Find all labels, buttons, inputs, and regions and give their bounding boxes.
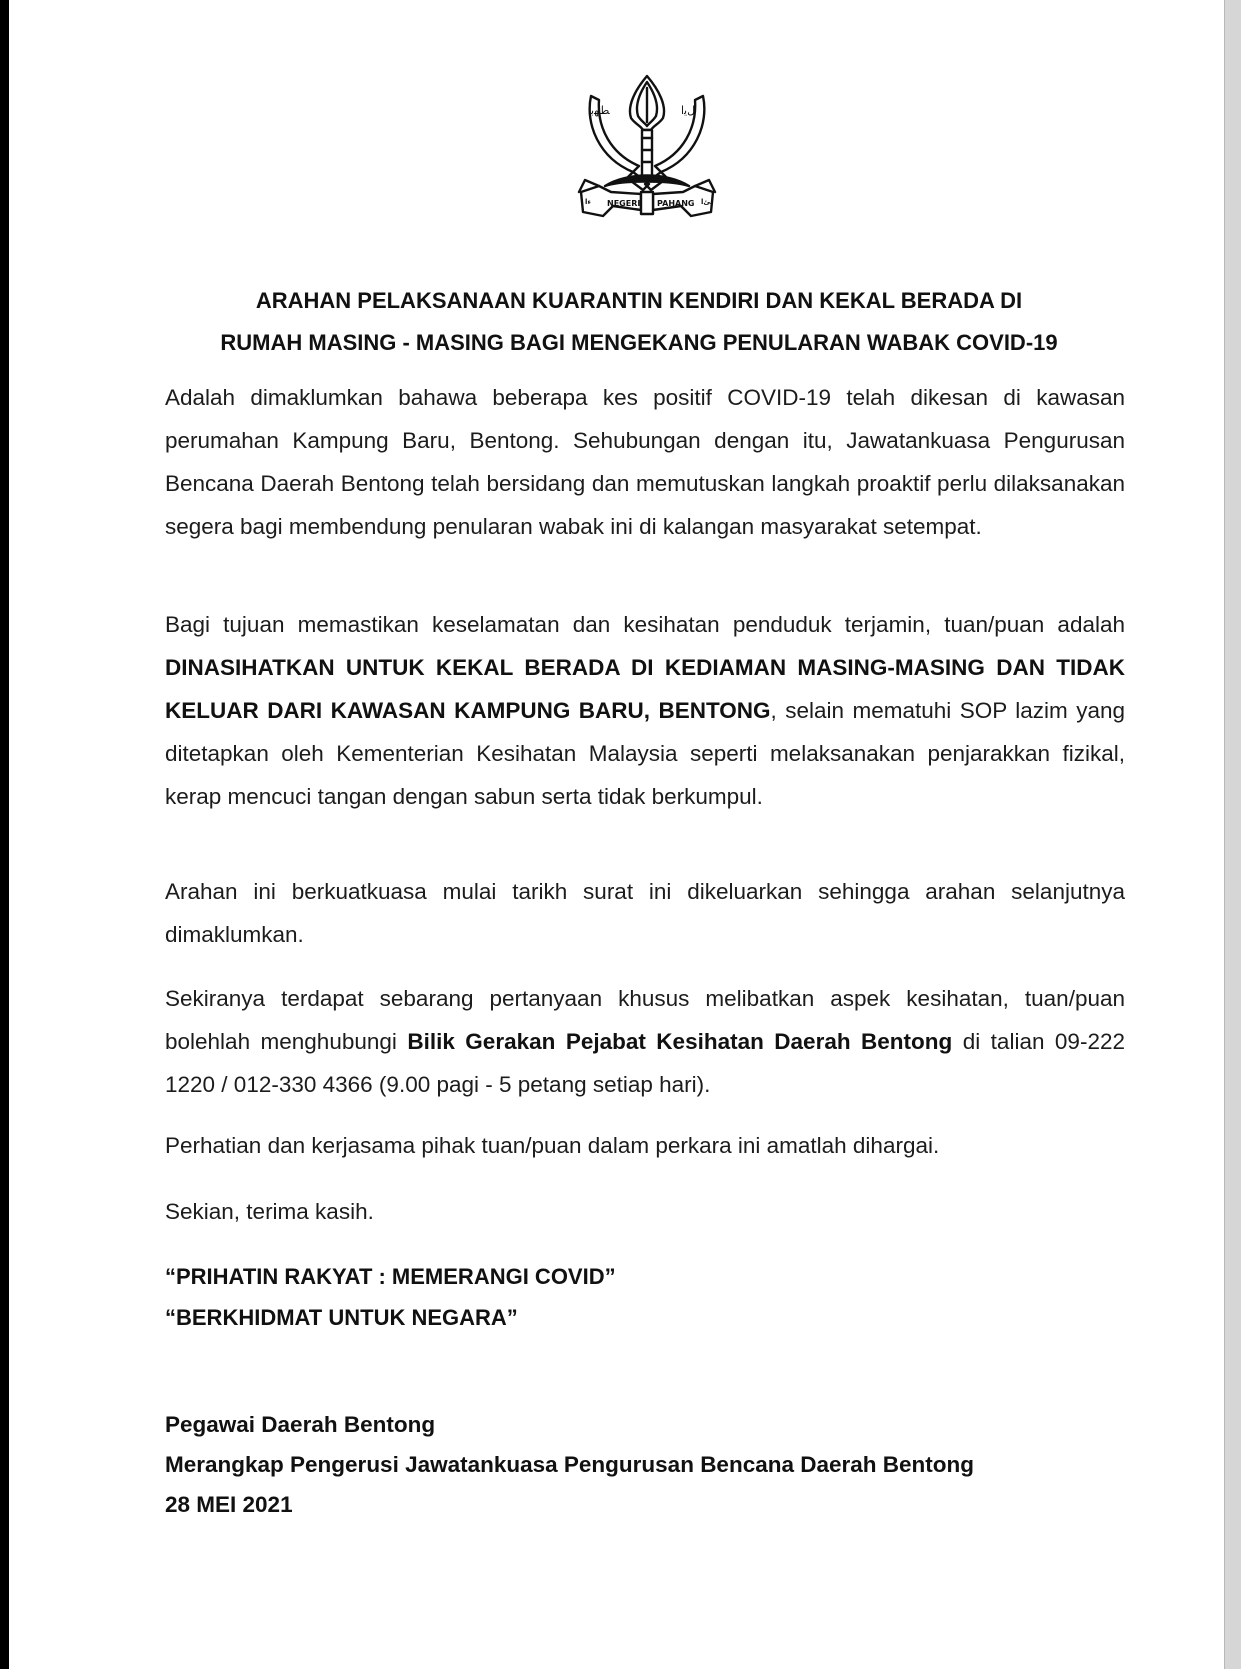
svg-text:ﻂﻬﺑ: ﻂﻬﺑ — [591, 104, 610, 117]
svg-text:ﺊﺍ: ﺊﺍ — [701, 198, 710, 206]
paragraph-4-rest: di talian 09-222 1220 / 012-330 4366 (9.00 pagi - 5 petang setiap hari). — [165, 1029, 1125, 1097]
crest-ribbon-left-text: NEGERI — [607, 199, 641, 208]
paragraph-4-intro: Sekiranya terdapat sebarang pertanyaan khusus melibatkan aspek kesihatan, tuan/puan bolehlah menghubungi — [165, 986, 1125, 1054]
paragraph-4 — [165, 977, 1125, 1106]
svg-text:ﻞﻳﺍ: ﻞﻳﺍ — [681, 104, 696, 117]
crest-ribbon-right-text: PAHANG — [657, 199, 695, 208]
pahang-state-crest-icon — [577, 74, 717, 230]
signatory-role: Merangkap Pengerusi Jawatankuasa Pengurusan Bencana Daerah Bentong — [165, 1452, 975, 1477]
paragraph-2-directive: DINASIHATKAN UNTUK KEKAL BERADA DI KEDIAMAN MASING-MASING DAN TIDAK KELUAR DARI KAWASAN KAMPUNG BARU, BENTONG — [165, 655, 1125, 723]
title-line-1: ARAHAN PELAKSANAAN KUARANTIN KENDIRI DAN KEKAL BERADA DI — [255, 288, 1023, 313]
scrollbar-track[interactable] — [1224, 0, 1241, 1669]
document-title — [159, 280, 1119, 364]
paragraph-4-contact: Bilik Gerakan Pejabat Kesihatan Daerah Bentong — [407, 1029, 953, 1054]
paragraph-2-rest: , selain mematuhi SOP lazim yang ditetapkan oleh Kementerian Kesihatan Malaysia seperti melaksanakan penjarakkan fizikal, kerap mencuci tangan dengan sabun serta tidak berkumpul. — [165, 698, 1125, 809]
slogan-1: “PRIHATIN RAKYAT : MEMERANGI COVID” — [165, 1264, 616, 1289]
paragraph-1: Adalah dimaklumkan bahawa beberapa kes positif COVID-19 telah dikesan di kawasan perumahan Kampung Baru, Bentong. Sehubungan dengan itu, Jawatankuasa Pengurusan Bencana Daerah Bentong telah bersidang dan memutuskan langkah proaktif perlu dilaksanakan segera bagi membendung penularan wabak ini di kalangan masyarakat setempat. — [165, 385, 1125, 539]
title-line-2: RUMAH MASING - MASING BAGI MENGEKANG PENULARAN WABAK COVID-19 — [220, 330, 1058, 355]
paragraph-6: Sekian, terima kasih. — [165, 1199, 374, 1224]
paragraph-2 — [165, 603, 1125, 818]
slogan-2: “BERKHIDMAT UNTUK NEGARA” — [165, 1305, 518, 1330]
document-date: 28 MEI 2021 — [165, 1492, 293, 1517]
svg-text:ﺀﺍ: ﺀﺍ — [585, 198, 591, 206]
paragraph-3: Arahan ini berkuatkuasa mulai tarikh surat ini dikeluarkan sehingga arahan selanjutnya dimaklumkan. — [165, 879, 1125, 947]
paragraph-2-intro: Bagi tujuan memastikan keselamatan dan kesihatan penduduk terjamin, tuan/puan adalah — [165, 612, 1125, 637]
screen-left-edge — [0, 0, 9, 1669]
paragraph-5: Perhatian dan kerjasama pihak tuan/puan dalam perkara ini amatlah dihargai. — [165, 1133, 940, 1158]
document-page — [9, 0, 1224, 1669]
signatory-name: Pegawai Daerah Bentong — [165, 1412, 436, 1437]
